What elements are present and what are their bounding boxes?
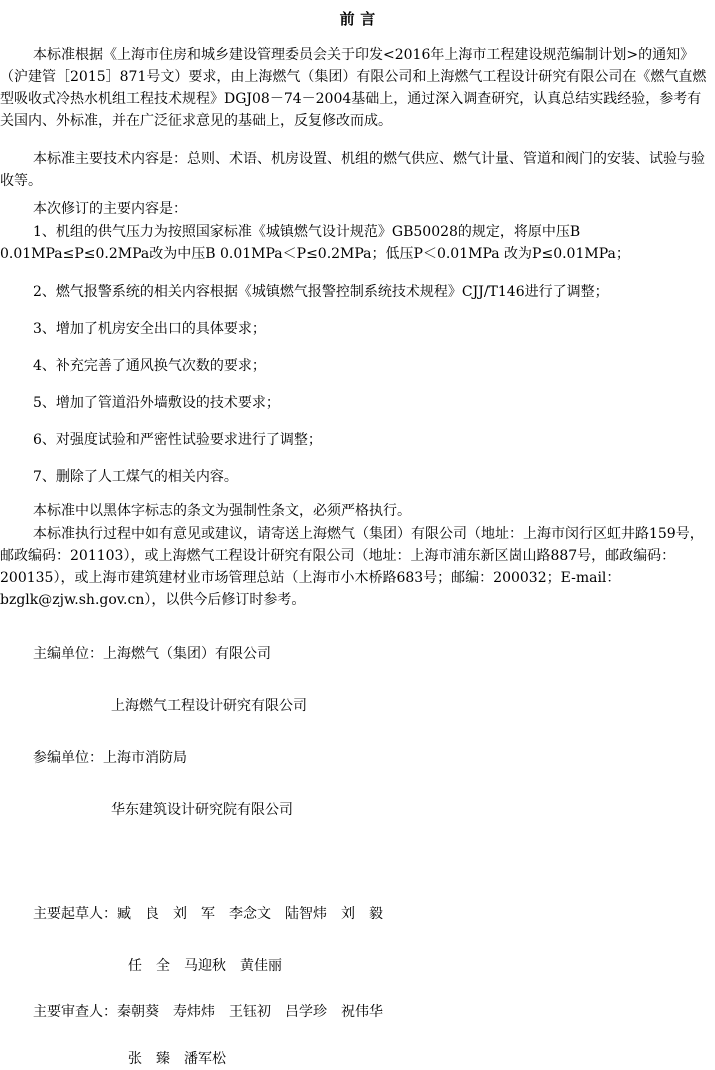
participant-unit [33,747,187,769]
revision-item-2: 2、燃气报警系统的相关内容根据《城镇燃气报警控制系统技术规程》CJJ/T146进行了调整； [33,284,609,300]
chief-editor-unit-2: 上海燃气工程设计研究有限公司 [111,698,307,714]
reviewers-names-2: 张 臻 潘军松 [128,1051,226,1067]
reviewers-label: 主要审查人： [33,1004,117,1020]
participant-unit-2: 华东建筑设计研究院有限公司 [111,802,293,818]
chief-editor-label: 主编单位： [33,646,103,662]
drafters-names-1: 臧 良 刘 军 李念文 陆智炜 刘 毅 [117,906,383,922]
feedback-paragraph: 本标准执行过程中如有意见或建议，请寄送上海燃气（集团）有限公司（地址：上海市闵行区虹井路159号，邮政编码：201103），或上海燃气工程设计研究有限公司（地址：上海市浦东新区崮山路887号，邮政编码：200135），或上海市建筑建材业市场管理总站（上海市小木桥路683号；邮编：200032；E-mail：bzglk@zjw.sh.gov.cn），以供今后修订时参考。 [0,526,704,608]
revision-item-7: 7、删除了人工煤气的相关内容。 [33,469,238,485]
main-content-paragraph: 本标准主要技术内容是：总则、术语、机房设置、机组的燃气供应、燃气计量、管道和阀门的安装、试验与验收等。 [0,151,705,189]
revision-item-4: 4、补充完善了通风换气次数的要求； [33,358,266,374]
revision-item-5: 5、增加了管道沿外墙敷设的技术要求； [33,395,280,411]
chief-editor-unit [33,643,271,665]
mandatory-clause-note: 本标准中以黑体字标志的条文为强制性条文，必须严格执行。 [33,503,411,519]
drafters-label: 主要起草人： [33,906,117,922]
participant-label: 参编单位： [33,750,103,766]
revision-item-1: 1、机组的供气压力为按照国家标准《城镇燃气设计规范》GB50028的规定，将原中压B 0.01MPa≤P≤0.2MPa改为中压B 0.01MPa＜P≤0.2MPa；低压P＜0.01MPa 改为P≤0.01MPa； [0,224,630,262]
page-title: 前 言 [339,10,376,28]
drafters-names-2: 任 全 马迎秋 黄佳丽 [128,958,282,974]
revision-item-3: 3、增加了机房安全出口的具体要求； [33,321,266,337]
reviewers-names-1: 秦朝葵 寿炜炜 王钰初 吕学珍 祝伟华 [117,1004,383,1020]
main-drafters [33,903,383,925]
revision-item-6: 6、对强度试验和严密性试验要求进行了调整； [33,432,322,448]
intro-paragraph: 本标准根据《上海市住房和城乡建设管理委员会关于印发<2016年上海市工程建设规范编制计划>的通知》（沪建管［2015］871号文）要求，由上海燃气（集团）有限公司和上海燃气工程设计研究有限公司在《燃气直燃型吸收式冷热水机组工程技术规程》DGJ08－74－2004基础上，通过深入调查研究，认真总结实践经验，参考有关国内、外标准，并在广泛征求意见的基础上，反复修改而成。 [0,47,707,129]
chief-editor-unit-1: 上海燃气（集团）有限公司 [103,646,271,662]
revision-intro: 本次修订的主要内容是： [33,201,187,217]
main-reviewers [33,1001,383,1023]
participant-unit-1: 上海市消防局 [103,750,187,766]
